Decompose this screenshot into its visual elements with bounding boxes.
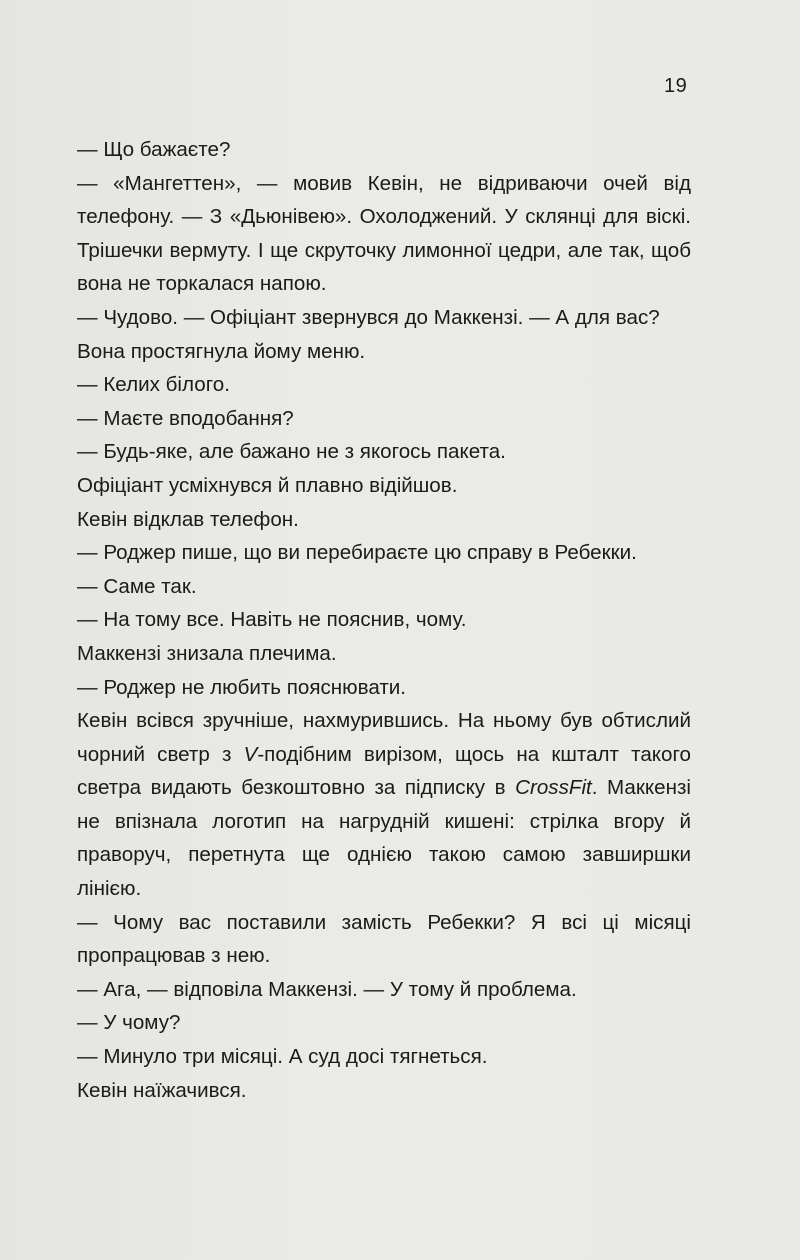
italic-text: CrossFit xyxy=(515,776,592,800)
paragraph: — «Мангеттен», — мовив Кевін, не відриваючи очей від телефону. — З «Дьюнівею». Охолоджений. У склянці для віскі. Трішечки вермуту. І ще скруточку лимонної цедри, але так, щоб вона не торкалася напою. xyxy=(77,171,691,296)
paragraph: — Роджер не любить пояснювати. xyxy=(77,675,406,699)
paragraph-text: -подібним вирізом, щось на кшталт такого светра видають безкоштовно за підписку в xyxy=(77,742,691,800)
paragraph: — На тому все. Навіть не пояснив, чому. xyxy=(77,608,467,632)
paragraph: — Будь-яке, але бажано не з якогось пакета. xyxy=(77,440,506,464)
paragraph: — Маєте вподобання? xyxy=(77,406,294,430)
paragraph-text: . Маккензі не впізнала логотип на нагрудній кишені: стрілка вгору й праворуч, перетнута ще однією такою самою завширшки лінією. xyxy=(77,776,691,901)
paragraph: — Келих білого. xyxy=(77,373,230,397)
italic-text: V xyxy=(243,742,258,766)
paragraph: — Минуло три місяці. А суд досі тягнеться. xyxy=(77,1045,488,1069)
paragraph: — Роджер пише, що ви перебираєте цю справу в Ребекки. xyxy=(77,541,637,565)
paragraph: — Що бажаєте? xyxy=(77,138,231,161)
paragraph: Офіціант усміхнувся й плавно відійшов. xyxy=(77,473,458,497)
page-text xyxy=(77,133,691,1107)
paragraph: Вона простягнула йому меню. xyxy=(77,339,366,363)
paragraph: — Саме так. xyxy=(77,574,197,598)
paragraph xyxy=(77,704,691,906)
page-number: 19 xyxy=(664,75,688,97)
paragraph: Кевін наїжачився. xyxy=(77,1078,247,1102)
paragraph-text: Кевін всівся зручніше, нахмурившись. На ньому був обтислий чорний светр з xyxy=(77,709,691,766)
paragraph: — Чому вас поставили замість Ребекки? Я всі ці місяці пропрацював з нею. xyxy=(77,910,691,968)
paragraph: — Ага, — відповіла Маккензі. — У тому й проблема. xyxy=(77,977,577,1001)
paragraph: — Чудово. — Офіціант звернувся до Маккензі. — А для вас? xyxy=(77,305,660,329)
paragraph: Кевін відклав телефон. xyxy=(77,507,299,531)
paragraph: — У чому? xyxy=(77,1011,181,1035)
paragraph: Маккензі знизала плечима. xyxy=(77,641,337,665)
